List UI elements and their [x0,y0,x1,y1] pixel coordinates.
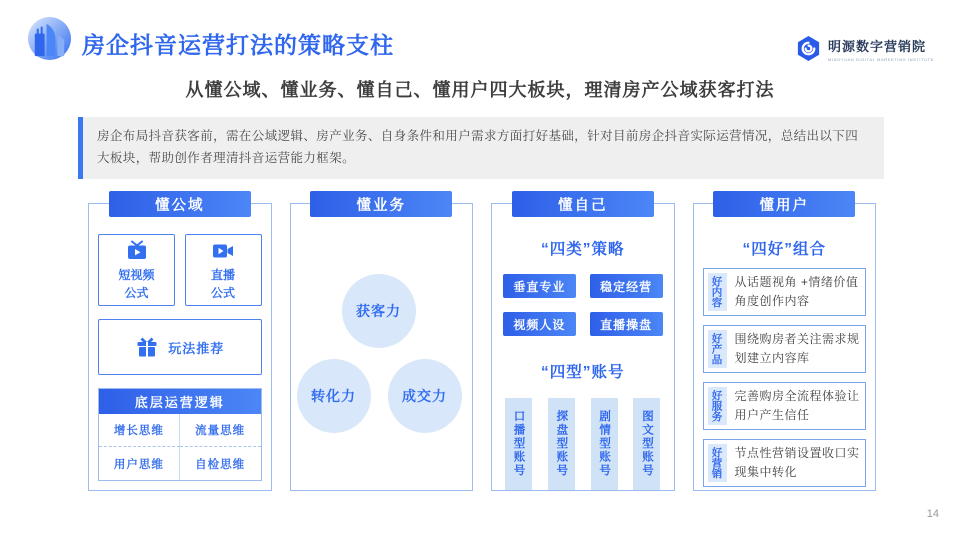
account-type-box: 口播型账号 [505,398,532,490]
column-header-public: 懂公域 [109,191,251,217]
box-label-line2: 公式 [210,286,235,300]
box-label-line1: 直播 [210,268,235,282]
column-user [693,197,877,491]
combo-item-product [703,325,867,373]
gameplay-recommend-box [98,319,262,375]
strategy-title: “四类”策略 [540,241,625,258]
combo-text: 节点性营销设置收口实现集中转化 [734,446,860,479]
capability-circle-deal: 成交力 [388,359,462,433]
combo-label: 好内容 [708,273,727,311]
combo-item-service [703,382,867,430]
combo-text: 围绕购房者关注需求规划建立内容库 [734,332,860,365]
slide-subtitle: 从懂公域、懂业务、懂自己、懂用户四大板块，理清房产公域获客打法 [185,80,775,100]
account-title: “四型”账号 [540,364,625,381]
column-self [491,197,675,491]
account-type-box: 探盘型账号 [548,398,575,490]
account-type-box: 图文型账号 [633,398,660,490]
logic-grid [99,414,261,480]
logic-cell: 用户思维 [99,447,180,480]
combo-label: 好营销 [708,444,727,482]
capability-circle-acquisition: 获客力 [342,274,416,348]
city-building-icon [26,15,73,62]
live-stream-icon [211,239,235,263]
logic-cell: 流量思维 [180,414,261,447]
capability-circle-conversion: 转化力 [297,359,371,433]
account-type-row [505,398,661,490]
page-title: 房企抖音运营打法的策略支柱 [82,32,394,58]
strategy-chip: 直播操盘 [590,312,663,336]
logic-cell: 自检思维 [195,458,246,471]
pillar-columns [88,197,876,491]
description-box [78,117,884,179]
combo-text: 从话题视角 +情绪价值角度创作内容 [734,275,859,308]
column-public-domain [88,197,272,491]
short-video-formula-box [98,234,175,306]
recommend-label: 玩法推荐 [168,340,225,356]
column-business [290,197,474,491]
strategy-chip: 视频人设 [503,312,576,336]
column-header-user: 懂用户 [713,191,855,217]
logic-cell: 增长思维 [99,414,180,447]
column-header-business: 懂业务 [310,191,452,217]
brand-text [828,36,934,62]
strategy-chip: 垂直专业 [503,274,576,298]
combo-label: 好产品 [708,330,727,368]
combo-title: “四好”组合 [742,241,826,258]
live-formula-box [185,234,262,306]
logic-box-header: 底层运营逻辑 [99,389,261,414]
page-number: 14 [926,508,939,520]
brand-tagline: MINGYUAN DIGITAL MARKETING INSTITUTE [827,56,934,62]
gift-icon [135,335,159,359]
account-type-box: 剧情型账号 [591,398,618,490]
hexagon-swirl-icon [795,35,822,62]
combo-label: 好服务 [708,387,727,425]
box-label-line1: 短视频 [118,268,155,282]
combo-item-marketing [703,439,867,487]
box-label-line2: 公式 [124,286,149,300]
short-video-icon [125,239,149,263]
underlying-logic-box [98,388,262,481]
column-header-self: 懂自己 [512,191,654,217]
combo-item-content [703,268,867,316]
brand-logo [795,35,934,62]
formula-box-row [98,234,262,306]
description-text: 房企布局抖音获客前，需在公域逻辑、房产业务、自身条件和用户需求方面打好基础，针对目前房企抖音实际运营情况，总结出以下四大板块，帮助创作者理清抖音运营能力框架。 [97,129,859,165]
combo-text: 完善购房全流程体验让用户产生信任 [734,389,860,422]
brand-name: 明源数字营销院 [827,38,926,54]
strategy-chip: 稳定经营 [590,274,663,298]
strategy-chip-grid [503,274,663,336]
